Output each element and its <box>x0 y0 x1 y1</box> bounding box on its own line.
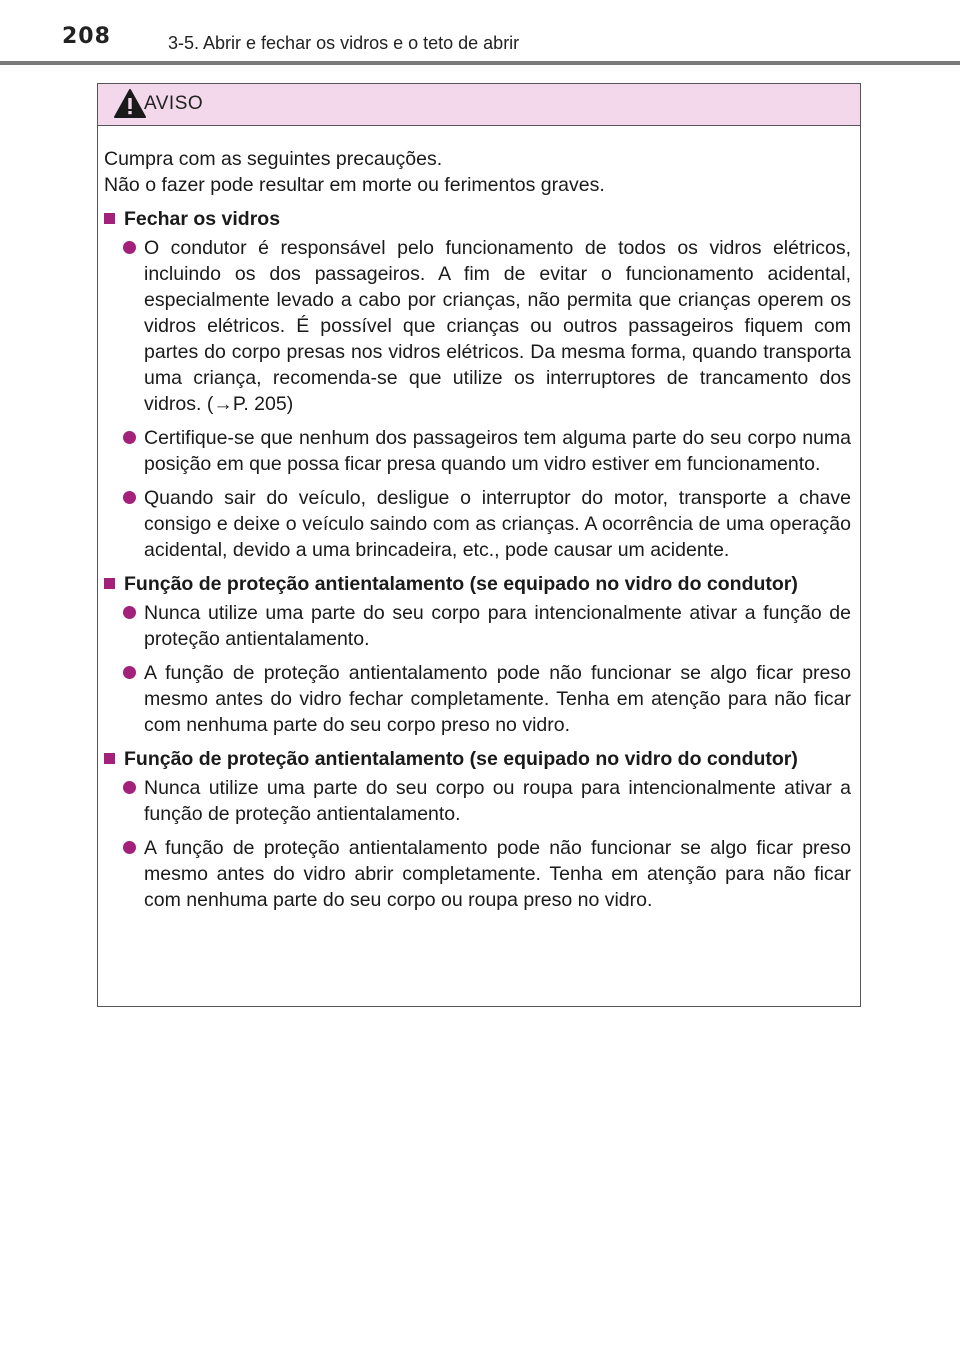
bullet-text: Certifique-se que nenhum dos passageiros tem alguma parte do seu corpo numa posição em que possa ficar presa quando um vidro estiver em funcionamento. <box>144 427 851 475</box>
square-bullet-icon <box>104 578 115 589</box>
circle-bullet-icon <box>123 606 136 619</box>
bullet-item <box>104 235 851 417</box>
bullet-item <box>104 835 851 913</box>
circle-bullet-icon <box>123 241 136 254</box>
bullet-item <box>104 485 851 563</box>
bullet-item <box>104 600 851 652</box>
circle-bullet-icon <box>123 491 136 504</box>
warning-intro <box>104 146 851 198</box>
bullet-item <box>104 775 851 827</box>
bullet-text: Quando sair do veículo, desligue o interruptor do motor, transporte a chave consigo e deixe o veículo saindo com as crianças. A ocorrência de uma operação acidental, devido a uma brincadeira, etc., pode causar um acidente. <box>144 487 851 561</box>
header-rule <box>0 61 960 65</box>
section-title <box>104 206 851 232</box>
warning-header <box>98 84 860 126</box>
page-number: 208 <box>62 24 111 49</box>
circle-bullet-icon <box>123 431 136 444</box>
section-title-text: Função de proteção antientalamento (se equipado no vidro do condutor) <box>124 748 798 770</box>
section-title <box>104 571 851 597</box>
bullet-item <box>104 660 851 738</box>
page-header <box>0 0 960 64</box>
circle-bullet-icon <box>123 666 136 679</box>
warning-label: AVISO <box>144 93 204 114</box>
intro-line: Não o fazer pode resultar em morte ou ferimentos graves. <box>104 174 605 196</box>
warning-triangle-icon <box>113 88 147 120</box>
bullet-text: Nunca utilize uma parte do seu corpo ou roupa para intencionalmente ativar a função de proteção antientalamento. <box>144 777 851 825</box>
section-title-text: Função de proteção antientalamento (se equipado no vidro do condutor) <box>124 573 798 595</box>
bullet-item <box>104 425 851 477</box>
square-bullet-icon <box>104 213 115 224</box>
section-title <box>104 746 851 772</box>
warning-body <box>98 126 860 913</box>
square-bullet-icon <box>104 753 115 764</box>
bullet-text: Nunca utilize uma parte do seu corpo para intencionalmente ativar a função de proteção antientalamento. <box>144 602 851 650</box>
bullet-text: A função de proteção antientalamento pode não funcionar se algo ficar preso mesmo antes do vidro fechar completamente. Tenha em atenção para não ficar com nenhuma parte do seu corpo preso no vidro. <box>144 662 851 736</box>
warning-box <box>97 83 861 1007</box>
bullet-text: O condutor é responsável pelo funcionamento de todos os vidros elétricos, incluindo os dos passageiros. A fim de evitar o funcionamento acidental, especialmente levado a cabo por crianças, não permita que crianças operem os vidros elétricos. É possível que crianças ou outros passageiros fiquem com partes do corpo presas nos vidros elétricos. Da mesma forma, quando transporta uma criança, recomenda-se que utilize os interruptores de trancamento dos vidros. (→P. 205) <box>144 237 851 415</box>
circle-bullet-icon <box>123 781 136 794</box>
circle-bullet-icon <box>123 841 136 854</box>
chapter-title: 3-5. Abrir e fechar os vidros e o teto de abrir <box>168 33 520 53</box>
bullet-text: A função de proteção antientalamento pode não funcionar se algo ficar preso mesmo antes do vidro abrir completamente. Tenha em atenção para não ficar com nenhuma parte do seu corpo ou roupa preso no vidro. <box>144 837 851 911</box>
section-title-text: Fechar os vidros <box>124 208 281 230</box>
intro-line: Cumpra com as seguintes precauções. <box>104 148 443 170</box>
